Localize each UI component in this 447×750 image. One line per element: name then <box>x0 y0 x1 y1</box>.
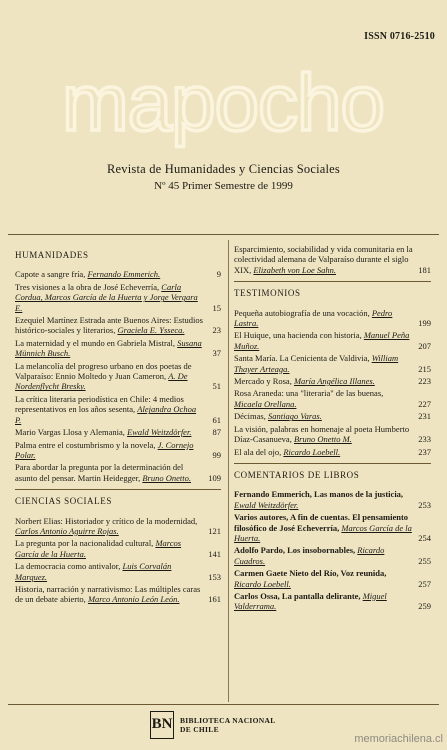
toc-entry-text <box>234 353 413 374</box>
toc-entry-title: Norbert Elias: Historiador y crítico de la modernidad, <box>15 515 198 526</box>
toc-entry <box>234 308 431 329</box>
toc-entry-title: Mario Vargas Llosa y Alemania, <box>15 427 125 438</box>
toc-entry-title: Décimas, <box>234 411 266 422</box>
toc-entry-title: La pregunta por la nacionalidad cultural, <box>15 538 154 549</box>
toc-entry <box>234 330 431 351</box>
toc-entry-text <box>15 516 203 537</box>
toc-entry-page: 223 <box>418 376 431 387</box>
toc-entry-page: 231 <box>418 411 431 422</box>
toc-entry-title: El ala del ojo, <box>234 446 282 457</box>
toc-entry-title: Para abordar la pregunta por la determinación del asunto del pensar. Martin Heidegger, <box>15 462 184 483</box>
toc-entry-title: Esparcimiento, sociabilidad y vida comunitaria en la colectividad alemana de Valparaíso durante el siglo XIX, <box>234 244 413 275</box>
toc-entry <box>15 338 221 359</box>
toc-entry-page: 99 <box>212 449 221 460</box>
toc-entry-text <box>234 244 413 275</box>
biblioteca-nacional-logo: BN <box>150 711 174 739</box>
toc-entry <box>15 440 221 461</box>
toc-entry-page: 254 <box>418 532 431 543</box>
toc-entry <box>15 584 221 605</box>
toc-entry-title: La maternidad y el mundo en Gabriela Mistral, <box>15 337 176 348</box>
toc-entry <box>234 512 431 543</box>
toc-entry-page: 227 <box>418 398 431 409</box>
section-heading: CIENCIAS SOCIALES <box>15 496 112 507</box>
toc-entry-text <box>234 308 413 329</box>
toc-entry-page: 161 <box>208 594 221 605</box>
toc-entry <box>15 361 221 392</box>
toc-entry-page: 23 <box>212 325 221 336</box>
toc-entry <box>15 282 221 313</box>
toc-entry-author: Carla Cordua, Marcos García de la Huerta y Jorge Vergara E. <box>15 281 198 313</box>
toc-entry-title: La melancolía del progreso urbano en dos poetas de Valparaíso: Ennio Moltedo y Juan Cameron, <box>15 360 192 382</box>
toc-entry <box>15 561 221 582</box>
toc-entry-text <box>15 394 203 425</box>
toc-entry-author: Graciela E. Ysseca. <box>117 325 185 336</box>
toc-entry-author: Elizabeth von Loe Sahn. <box>253 264 336 275</box>
toc-entry-text <box>15 427 203 437</box>
toc-entry-author: A. De Nordenflycht Bresky. <box>15 371 188 392</box>
section-rule <box>15 489 221 490</box>
toc-entry-title: La visión, palabras en homenaje al poeta Humberto Díaz-Casanueva, <box>234 423 410 445</box>
toc-entry-page: 51 <box>212 381 221 392</box>
issue-line: Nº 45 Primer Semestre de 1999 <box>154 180 293 192</box>
toc-entry-text <box>15 462 203 483</box>
toc-entry-title: Palma entre el costumbrismo y la novela, <box>15 439 156 450</box>
toc-entry-page: 141 <box>208 548 221 559</box>
issn: ISSN 0716-2510 <box>364 31 435 42</box>
toc-entry-page: 207 <box>418 340 431 351</box>
toc-entry-text <box>234 447 413 457</box>
toc-entry-page: 237 <box>418 446 431 457</box>
section-heading: HUMANIDADES <box>15 250 89 260</box>
toc-entry-text <box>234 376 413 386</box>
toc-entry-author: William Thayer Arteaga. <box>234 353 399 374</box>
publisher-line-1: BIBLIOTECA NACIONAL <box>180 716 276 725</box>
subtitle: Revista de Humanidades y Ciencias Sociales <box>107 162 340 176</box>
toc-entry-title: Carlos Ossa, La pantalla delirante, <box>234 590 361 601</box>
toc-entry-page: 109 <box>208 472 221 483</box>
toc-entry-title: Historia, narración y narrativismo: Las múltiples caras de un debate abierto, <box>15 583 201 605</box>
toc-entry-text <box>15 361 203 392</box>
toc-entry-title: Fernando Emmerich, Las manos de la justicia, <box>234 489 404 500</box>
toc-entry-text <box>234 591 413 612</box>
toc-entry-text <box>15 315 203 336</box>
top-rule <box>8 234 439 235</box>
toc-entry-title: Carmen Gaete Nieto del Río, Voz reunida, <box>234 568 387 579</box>
toc-entry-page: 233 <box>418 434 431 445</box>
contents-left-column <box>15 244 221 607</box>
toc-entry <box>234 353 431 374</box>
toc-entry-title: Ezequiel Martínez Estrada ante Buenos Aires: Estudios histórico-sociales y literarios, <box>15 315 203 336</box>
toc-entry-title: Mercado y Rosa, <box>234 376 292 387</box>
toc-entry-title: La democracia como antivalor, <box>15 561 121 572</box>
toc-entry-page: 61 <box>212 414 221 425</box>
bottom-rule <box>8 704 439 705</box>
toc-entry <box>234 388 431 409</box>
toc-entry <box>15 427 221 437</box>
toc-entry-page: 121 <box>208 525 221 536</box>
toc-entry <box>234 376 431 386</box>
toc-entry-author: Ricardo Loebell. <box>283 446 341 457</box>
column-divider <box>228 240 229 702</box>
toc-entry-text <box>15 584 203 605</box>
toc-entry-author: Bruno Onetto M. <box>293 434 352 445</box>
section-heading: COMENTARIOS DE LIBROS <box>234 469 360 480</box>
toc-entry <box>234 545 431 566</box>
toc-entry-author: Bruno Onetto. <box>142 472 191 483</box>
toc-entry-author: Alejandra Ochoa P. <box>15 404 197 425</box>
toc-entry <box>15 315 221 336</box>
toc-entry <box>234 244 431 275</box>
toc-entry-title: Varios autores, A fin de cuentas. El pensamiento filosófico de José Echeverría, <box>234 512 409 533</box>
toc-entry-author: J. Cornejo Polar. <box>15 439 194 460</box>
toc-entry-title: Rosa Araneda: una "literaria" de las buenas, <box>234 388 384 399</box>
toc-entry-text <box>234 512 413 543</box>
toc-entry-author: Ewald Weitzdörfer. <box>127 427 192 438</box>
toc-entry-author: Ricardo Cuadros. <box>234 545 385 566</box>
toc-entry-text <box>15 269 203 279</box>
toc-entry-author: Marcos García de la Huerta. <box>15 538 182 559</box>
toc-entry-author: Pedro Lastra. <box>234 307 393 329</box>
toc-entry-text <box>15 282 203 313</box>
toc-entry-author: Marco Antonio León León. <box>87 594 180 605</box>
toc-entry-text <box>234 330 413 351</box>
toc-entry-page: 257 <box>418 578 431 589</box>
toc-entry <box>234 447 431 457</box>
toc-entry <box>234 568 431 589</box>
toc-entry-author: Fernando Emmerich. <box>87 269 161 280</box>
toc-entry-page: 153 <box>208 571 221 582</box>
toc-entry-page: 215 <box>418 363 431 374</box>
toc-entry-title: El Huique, una hacienda con historia, <box>234 330 362 341</box>
section-rule <box>234 281 431 282</box>
toc-entry-author: Miguel Valderrama. <box>234 590 387 612</box>
toc-entry-text <box>234 489 413 510</box>
publisher-name <box>180 716 276 734</box>
toc-entry-text <box>15 561 203 582</box>
toc-entry-author: Santiago Varas. <box>268 411 322 422</box>
toc-entry-author: Ricardo Loebell. <box>234 578 291 589</box>
title-text: mapocho <box>61 70 385 147</box>
toc-entry-page: 199 <box>418 318 431 329</box>
toc-entry-text <box>15 538 203 559</box>
section-heading: TESTIMONIOS <box>234 288 301 299</box>
toc-entry-text <box>234 424 413 445</box>
toc-entry-author: Luis Corvalán Marquez. <box>15 561 172 582</box>
toc-entry <box>15 394 221 425</box>
toc-entry-text <box>15 440 203 461</box>
toc-entry-author: Manuel Peña Muñoz. <box>234 330 410 351</box>
toc-entry-text <box>234 545 413 566</box>
toc-entry-page: 37 <box>212 348 221 359</box>
toc-entry-title: Adolfo Pardo, Los insobornables, <box>234 545 356 556</box>
toc-entry-author: Micaela Orellana. <box>234 398 297 409</box>
section-rule <box>234 463 431 464</box>
contents-right-column <box>234 244 431 614</box>
toc-entry-author: Marcos García de la Huerta. <box>234 522 412 543</box>
toc-entry <box>234 591 431 612</box>
publisher-line-2: DE CHILE <box>180 725 219 734</box>
toc-entry <box>15 516 221 537</box>
mapocho-logo <box>0 70 447 150</box>
toc-entry-page: 253 <box>418 499 431 510</box>
toc-entry <box>15 269 221 279</box>
toc-entry <box>234 411 431 421</box>
toc-entry-author: Ewald Weitzdörfer. <box>234 499 299 510</box>
toc-entry-page: 181 <box>418 264 431 275</box>
publisher <box>150 711 276 739</box>
toc-entry <box>15 538 221 559</box>
toc-entry-text <box>234 388 413 409</box>
toc-entry-title: Capote a sangre fría, <box>15 269 86 280</box>
toc-entry-author: Susana Münnich Busch. <box>15 337 202 359</box>
toc-entry-title: Pequeña autobiografía de una vocación, <box>234 307 370 318</box>
toc-entry-text <box>234 568 413 589</box>
toc-entry-page: 259 <box>418 601 431 612</box>
toc-entry <box>234 424 431 445</box>
toc-entry-title: La crítica literaria periodística en Chile: 4 medios representativos en los años sesenta, <box>15 393 184 415</box>
toc-entry-page: 15 <box>212 302 221 313</box>
toc-entry-title: Tres visiones a la obra de José Echeverría, <box>15 281 160 292</box>
toc-entry-page: 255 <box>418 555 431 566</box>
toc-entry-text <box>15 338 203 359</box>
toc-entry-title: Santa María. La Cenicienta de Valdivia, <box>234 353 370 364</box>
toc-entry-text <box>234 411 413 421</box>
toc-entry-page: 87 <box>212 427 221 438</box>
toc-entry-page: 9 <box>216 269 221 280</box>
toc-entry <box>234 489 431 510</box>
watermark: memoriachilena.cl <box>354 733 443 745</box>
toc-entry <box>15 462 221 483</box>
toc-entry-author: María Angélica Illanes. <box>293 376 375 387</box>
toc-entry-author: Carlos Antonio Aguirre Rojas. <box>15 525 119 536</box>
